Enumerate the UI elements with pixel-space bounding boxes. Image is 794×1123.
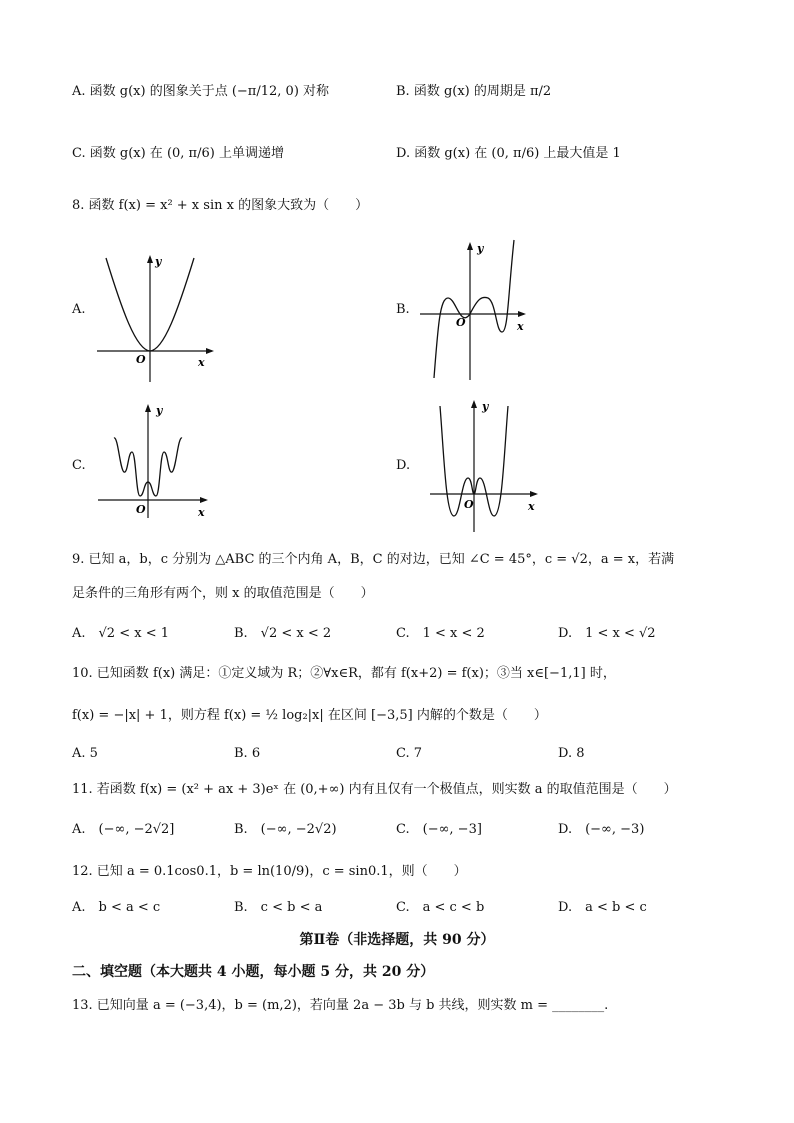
q8-graph-d-label: D.	[396, 458, 411, 473]
q8-graph-b-origin: O	[456, 316, 466, 329]
q10-option-c: C. 7	[396, 746, 423, 761]
q8-graph-b	[416, 236, 536, 382]
q8-graph-b-x-label: x	[517, 320, 524, 333]
q10-option-d: D. 8	[558, 746, 585, 761]
q12-stem: 12. 已知 a = 0.1cos0.1，b = ln(10/9)，c = sin0.1，则（ ）	[72, 864, 467, 879]
q11-stem: 11. 若函数 f(x) = (x² + ax + 3)eˣ 在 (0,+∞) 内有且仅有一个极值点，则实数 a 的取值范围是（ ）	[72, 782, 677, 797]
q7-option-c: C. 函数 g(x) 在 (0, π/6) 上单调递增	[72, 146, 284, 161]
q8-graph-c	[94, 400, 219, 520]
q8-graph-d	[426, 396, 546, 536]
q8-graph-d-origin: O	[464, 498, 474, 511]
q8-graph-a-x-label: x	[198, 356, 205, 369]
q8-graph-d-y-label: y	[482, 400, 489, 413]
q7-option-d: D. 函数 g(x) 在 (0, π/6) 上最大值是 1	[396, 146, 621, 161]
q9-option-c: C. 1 < x < 2	[396, 626, 485, 641]
q10-stem-line1: 10. 已知函数 f(x) 满足：①定义域为 R；②∀x∈R，都有 f(x+2) = f(x)；③当 x∈[−1,1] 时，	[72, 666, 616, 681]
q9-stem-line1: 9. 已知 a，b，c 分别为 △ABC 的三个内角 A，B，C 的对边，已知 ∠C = 45°，c = √2，a = x，若满	[72, 552, 675, 567]
q8-graph-a-label: A.	[72, 302, 86, 317]
q8-graph-a-origin: O	[136, 353, 146, 366]
q9-stem-line2: 足条件的三角形有两个，则 x 的取值范围是（ ）	[72, 586, 374, 601]
q11-option-d: D. (−∞, −3)	[558, 822, 645, 837]
q8-graph-c-label: C.	[72, 458, 86, 473]
q11-option-c: C. (−∞, −3]	[396, 822, 482, 837]
q10-option-b: B. 6	[234, 746, 261, 761]
q8-graph-c-origin: O	[136, 503, 146, 516]
q8-graph-d-x-label: x	[528, 500, 535, 513]
q8-graph-a	[92, 250, 222, 385]
q8-graph-c-x-label: x	[198, 506, 205, 519]
q10-stem-line2: f(x) = −|x| + 1，则方程 f(x) = ½ log₂|x| 在区间 [−3,5] 内解的个数是（ ）	[72, 708, 547, 723]
q12-option-c: C. a < c < b	[396, 900, 485, 915]
q9-option-b: B. √2 < x < 2	[234, 626, 332, 641]
q9-option-d: D. 1 < x < √2	[558, 626, 656, 641]
q8-graph-b-y-label: y	[477, 242, 484, 255]
q10-option-a: A. 5	[72, 746, 98, 761]
q8-stem: 8. 函数 f(x) = x² + x sin x 的图象大致为（ ）	[72, 198, 369, 213]
q11-option-a: A. (−∞, −2√2]	[72, 822, 175, 837]
q13-stem: 13. 已知向量 a = (−3,4)，b = (m,2)，若向量 2a − 3b 与 b 共线，则实数 m = ________.	[72, 998, 609, 1013]
q8-graph-b-label: B.	[396, 302, 410, 317]
q8-graph-a-y-label: y	[155, 255, 162, 268]
q12-option-d: D. a < b < c	[558, 900, 647, 915]
q9-option-a: A. √2 < x < 1	[72, 626, 169, 641]
q12-option-b: B. c < b < a	[234, 900, 323, 915]
q11-option-b: B. (−∞, −2√2)	[234, 822, 337, 837]
q7-option-b: B. 函数 g(x) 的周期是 π/2	[396, 84, 552, 99]
part2-title: 第Ⅱ卷（非选择题，共 90 分）	[299, 932, 495, 948]
section-fill-in-heading: 二、填空题（本大题共 4 小题，每小题 5 分，共 20 分）	[72, 964, 435, 980]
q7-option-a: A. 函数 g(x) 的图象关于点 (−π/12, 0) 对称	[72, 84, 330, 99]
q12-option-a: A. b < a < c	[72, 900, 161, 915]
q8-graph-c-y-label: y	[156, 404, 163, 417]
